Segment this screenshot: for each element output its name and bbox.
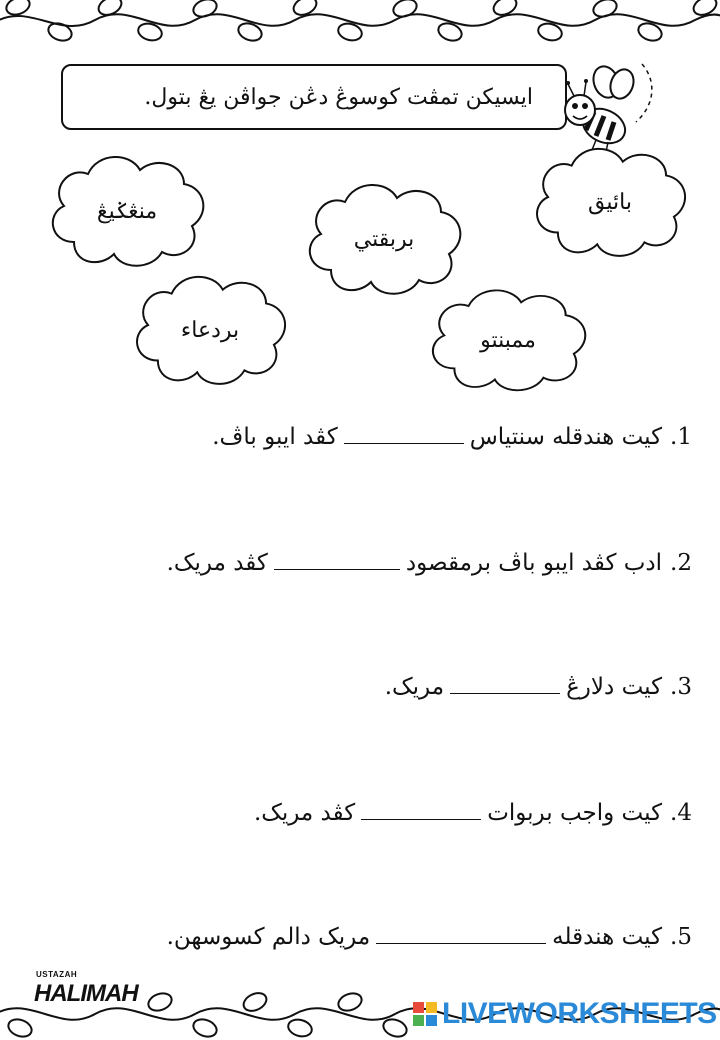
word-bank-item: بردعاء (180, 317, 240, 343)
liveworksheets-wordmark: LIVEWORKSHEETS (442, 997, 717, 1030)
question-text-before: ادب كڤد ايبو باڤ برمقصود (405, 550, 663, 576)
brand-logo-right[interactable] (412, 994, 717, 1034)
word-bank-item: بائيق (588, 189, 632, 215)
question-number: 3. (670, 674, 692, 700)
word-bank-item: ممبنتو (480, 327, 536, 353)
question-5 (167, 924, 692, 950)
brand-left-small: USTAZAH (36, 970, 78, 979)
instruction-text: ايسيكن تمڤت كوسوڠ دڠن جواڤن يڠ بتول. (144, 84, 533, 110)
word-cloud-2 (300, 178, 468, 300)
question-4 (254, 800, 692, 826)
question-number: 5. (670, 924, 692, 950)
liveworksheets-logo-icon (412, 1001, 438, 1027)
question-2 (167, 550, 692, 576)
answer-blank[interactable] (450, 692, 560, 694)
question-text-after: مريک دالم كسوسهن. (166, 924, 371, 950)
word-cloud-5 (424, 284, 592, 396)
question-text-before: كيت هندقله سنتياس (469, 424, 663, 450)
question-text-after: كڤد مريک. (166, 550, 268, 576)
question-text-after: مريک. (384, 674, 445, 700)
question-1 (212, 424, 692, 450)
word-cloud-3 (526, 142, 694, 262)
question-text-before: كيت هندقله (552, 924, 663, 950)
question-text-before: كيت واجب بربوات (487, 800, 663, 826)
question-3 (385, 674, 692, 700)
question-number: 1. (670, 424, 692, 450)
word-cloud-4 (126, 270, 294, 390)
answer-blank[interactable] (361, 818, 481, 820)
answer-blank[interactable] (376, 942, 546, 944)
brand-logo-left (28, 966, 138, 1012)
question-text-after: كڤد ايبو باڤ. (212, 424, 338, 450)
word-bank-item: منڠݢيڠ (96, 198, 158, 224)
vine-border-top (0, 0, 720, 46)
instruction-box (61, 64, 567, 130)
question-number: 2. (670, 550, 692, 576)
question-text-after: كڤد مريک. (253, 800, 356, 826)
question-text-before: كيت دلارڠ (566, 674, 663, 700)
question-number: 4. (670, 800, 692, 826)
word-cloud-1 (44, 150, 210, 272)
brand-left-big: HALIMAH (34, 980, 138, 1007)
word-bank-item: بربقتي (353, 226, 415, 252)
answer-blank[interactable] (344, 442, 464, 444)
answer-blank[interactable] (274, 568, 400, 570)
